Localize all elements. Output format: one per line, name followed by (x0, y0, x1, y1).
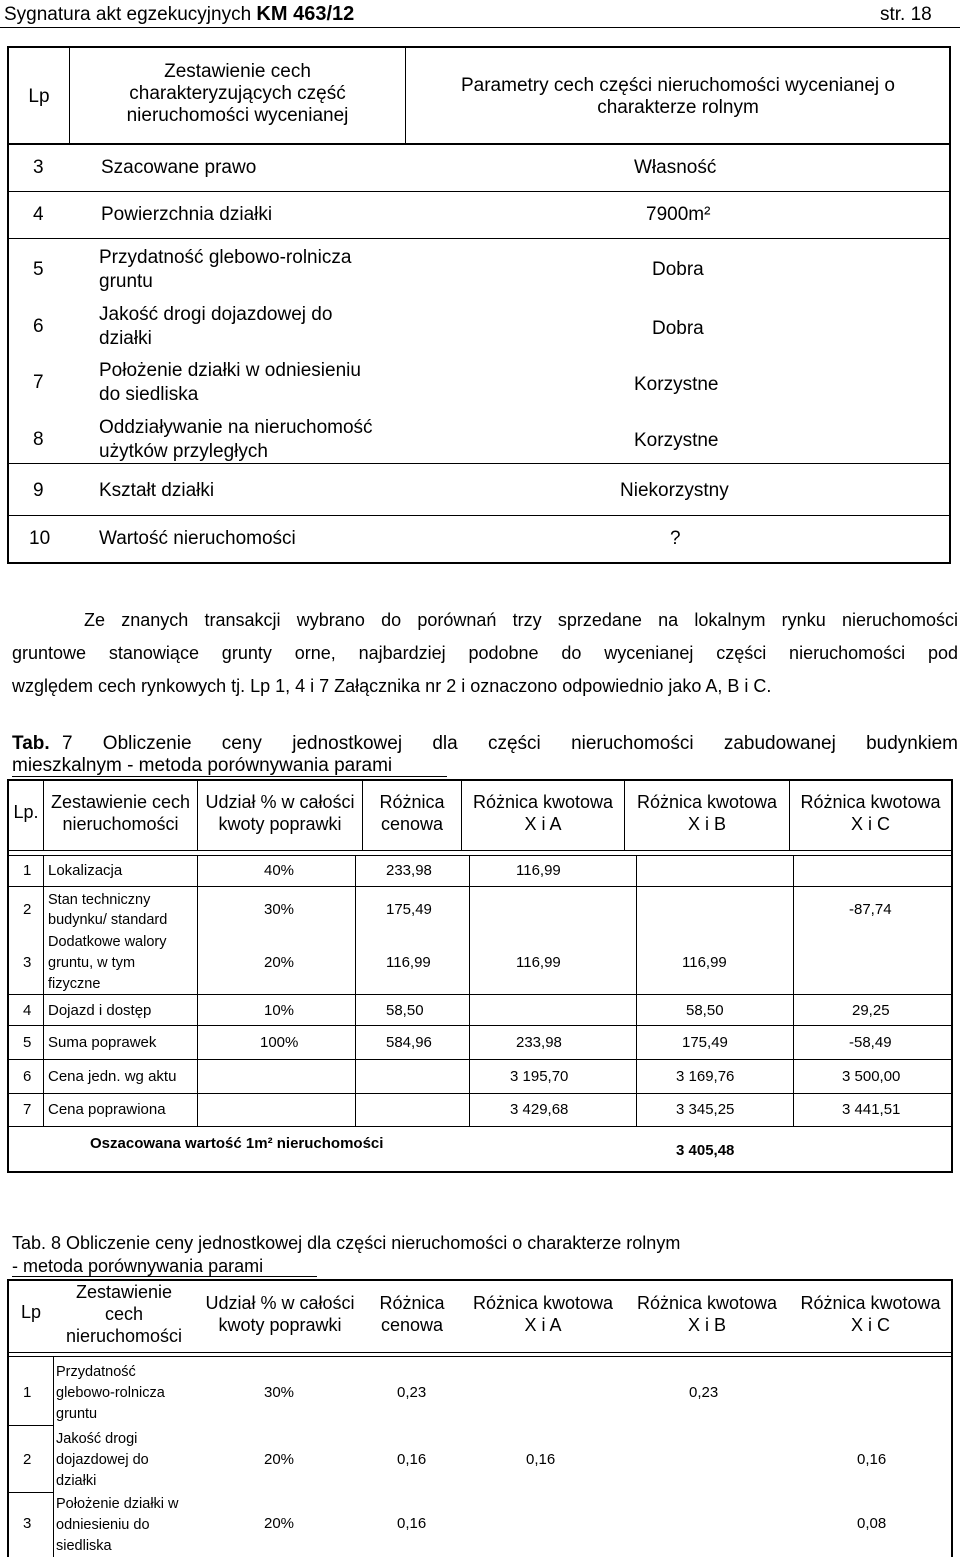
table-row-label: Jakość drogi dojazdowej do działki (56, 1431, 149, 1489)
tab8-header-share: Udział % w całości kwoty poprawki (205, 1293, 355, 1335)
tab8-header-price-diff: Różnica cenowa (379, 1293, 445, 1335)
tab8-header-diff-xc: Różnica kwotowa X i C (800, 1293, 941, 1335)
table-row-label: Lokalizacja (48, 862, 123, 879)
table-cell-xc: 0,16 (857, 1451, 887, 1468)
case-signature-prefix: Sygnatura akt egzekucyjnych (4, 4, 257, 25)
table-cell-share: 20% (264, 1515, 295, 1532)
table-row-lp: 7 (33, 372, 44, 393)
table-cell-xc: 0,08 (857, 1515, 887, 1532)
table-row-lp: 5 (33, 259, 44, 280)
table-row-lp: 3 (23, 1515, 32, 1532)
table-row-value: Dobra (652, 259, 704, 280)
tab7-header-features: Zestawienie cech nieruchomości (50, 792, 191, 834)
table-cell-xc: -87,74 (849, 901, 892, 918)
tab7-header-share: Udział % w całości kwoty poprawki (205, 792, 355, 834)
tab7-header-diff-xa: Różnica kwotowa X i A (472, 792, 614, 834)
table-row-lp: 1 (23, 1384, 32, 1401)
case-signature (4, 3, 354, 26)
table-cell-xb: 58,50 (686, 1002, 724, 1019)
table-row-lp: 8 (33, 429, 44, 450)
table-row-lp: 7 (23, 1101, 32, 1118)
table-cell-xc: 29,25 (852, 1002, 890, 1019)
table-cell-diff: 233,98 (386, 862, 432, 879)
table-row-lp: 3 (23, 954, 32, 971)
table-row-label: Suma poprawek (48, 1034, 157, 1051)
table-cell-share: 20% (264, 1451, 295, 1468)
table-row-label: Dojazd i dostęp (48, 1002, 152, 1019)
table-row-label: Położenie działki w odniesieniu do siedliska (99, 360, 361, 405)
table-row-label: Szacowane prawo (101, 157, 257, 178)
top-table-header-lp: Lp (28, 86, 50, 107)
tab8-caption (12, 1232, 680, 1278)
table-row-value: Dobra (652, 318, 704, 339)
paragraph-line-3: względem cech rynkowych tj. Lp 1, 4 i 7 Załącznika nr 2 i oznaczono odpowiednio jako A, B i C. (12, 676, 772, 696)
table-cell-diff: 175,49 (386, 901, 432, 918)
table-cell-diff: 584,96 (386, 1034, 432, 1051)
table-row-lp: 9 (33, 480, 44, 501)
table-cell-xa: 3 195,70 (510, 1068, 569, 1085)
tab8-header-diff-xb: Różnica kwotowa X i B (636, 1293, 778, 1335)
paragraph-line-1: Ze znanych transakcji wybrano do porównań trzy sprzedane na lokalnym rynku nieruchomości (84, 610, 958, 630)
body-paragraph (12, 604, 958, 703)
top-table-header-features: Zestawienie cech charakteryzujących część nieruchomości wycenianej (126, 61, 349, 126)
table-row-value: Własność (634, 157, 717, 178)
tab8-caption-line2: - metoda porównywania parami (12, 1256, 264, 1276)
table-cell-xb: 3 345,25 (676, 1101, 735, 1118)
table-row-lp: 4 (33, 204, 44, 225)
tab8-header-features: Zestawienie cech nieruchomości (65, 1282, 183, 1346)
table-cell-xc: 3 441,51 (842, 1101, 901, 1118)
tab7-caption-line1: Tab. 7 Obliczenie ceny jednostkowej dla części nieruchomości zabudowanej budynkiem (12, 733, 958, 754)
table-row-label: Wartość nieruchomości (99, 528, 296, 549)
table-cell-xa: 116,99 (516, 954, 561, 971)
table-cell-xb: 0,23 (689, 1384, 719, 1401)
paragraph-line-2: gruntowe stanowiące grunty orne, najbardziej podobne do wycenianej części nieruchomości pod (12, 643, 958, 663)
table-cell-share: 20% (264, 954, 295, 971)
table-row-label: Jakość drogi dojazdowej do działki (99, 304, 333, 349)
table-cell-share: 100% (260, 1034, 299, 1051)
table-row-lp: 10 (29, 528, 51, 549)
table-cell-xa: 116,99 (516, 862, 561, 879)
table-cell-share: 40% (264, 862, 295, 879)
tab7-caption-line2: mieszkalnym - metoda porównywania parami (12, 755, 393, 776)
tab7-caption (12, 733, 958, 777)
table-cell-xc: -58,49 (849, 1034, 892, 1051)
table-row-lp: 6 (33, 316, 44, 337)
table-row-value: ? (670, 528, 681, 549)
header-rule (0, 27, 960, 28)
table-row-label: Przydatność glebowo-rolnicza gruntu (56, 1364, 165, 1422)
table-row-label: Dodatkowe walory gruntu, w tym fizyczne (48, 934, 167, 992)
table-row-label: Powierzchnia działki (101, 204, 273, 225)
tab8-caption-underline (12, 1276, 317, 1277)
case-number: KM 463/12 (256, 3, 355, 25)
tab7-summary-value: 3 405,48 (676, 1142, 735, 1159)
tab7-summary-label: Oszacowana wartość 1m² nieruchomości (90, 1135, 384, 1152)
table-cell-share: 10% (264, 1002, 295, 1019)
table-row-label: Położenie działki w odniesieniu do siedliska (56, 1496, 179, 1554)
table-row-label: Cena poprawiona (48, 1101, 166, 1118)
table-row-lp: 5 (23, 1034, 32, 1051)
table-row-lp: 6 (23, 1068, 32, 1085)
tab7-header-lp: Lp. (13, 802, 39, 822)
table-cell-diff: 0,16 (397, 1451, 427, 1468)
table-row-lp: 4 (23, 1002, 32, 1019)
table-cell-share: 30% (264, 901, 295, 918)
table-row-lp: 1 (23, 862, 32, 879)
tab7-caption-underline (12, 776, 447, 777)
table-cell-xc: 3 500,00 (842, 1068, 901, 1085)
table-row-value: Korzystne (634, 430, 719, 451)
table-row-value: Korzystne (634, 374, 719, 395)
table-cell-xb: 3 169,76 (676, 1068, 735, 1085)
tab8-header-lp: Lp (20, 1302, 42, 1322)
table-cell-diff: 0,23 (397, 1384, 427, 1401)
table-row-value: Niekorzystny (620, 480, 729, 501)
table-cell-diff: 58,50 (386, 1002, 424, 1019)
table-row-lp: 3 (33, 157, 44, 178)
top-table-header-parameters: Parametry cech części nieruchomości wycenianej o charakterze rolnym (460, 75, 895, 118)
tab7-header-diff-xb: Różnica kwotowa X i B (636, 792, 778, 834)
tab7-header-diff-xc: Różnica kwotowa X i C (800, 792, 941, 834)
table-cell-xb: 175,49 (682, 1034, 728, 1051)
page-number: str. 18 (880, 4, 932, 25)
table-cell-xa: 233,98 (516, 1034, 562, 1051)
tab8-caption-line1: Tab. 8 Obliczenie ceny jednostkowej dla części nieruchomości o charakterze rolnym (12, 1233, 681, 1253)
table-row-lp: 2 (23, 1451, 32, 1468)
table-row-value: 7900m² (646, 204, 711, 225)
table-row-lp: 2 (23, 901, 32, 918)
table-row-label: Kształt działki (99, 480, 215, 501)
table-row-label: Cena jedn. wg aktu (48, 1068, 177, 1085)
tab7-header-price-diff: Różnica cenowa (379, 792, 445, 834)
tab8-header-diff-xa: Różnica kwotowa X i A (472, 1293, 614, 1335)
table-cell-diff: 116,99 (386, 954, 431, 971)
table-row-label: Stan techniczny budynku/ standard (48, 892, 168, 928)
table-row-label: Oddziaływanie na nieruchomość użytków przyległych (99, 417, 373, 462)
table-cell-xa: 3 429,68 (510, 1101, 569, 1118)
table-row-label: Przydatność glebowo-rolnicza gruntu (99, 247, 352, 292)
table-cell-share: 30% (264, 1384, 295, 1401)
table-cell-diff: 0,16 (397, 1515, 427, 1532)
table-cell-xb: 116,99 (682, 954, 727, 971)
table-cell-xa: 0,16 (526, 1451, 556, 1468)
